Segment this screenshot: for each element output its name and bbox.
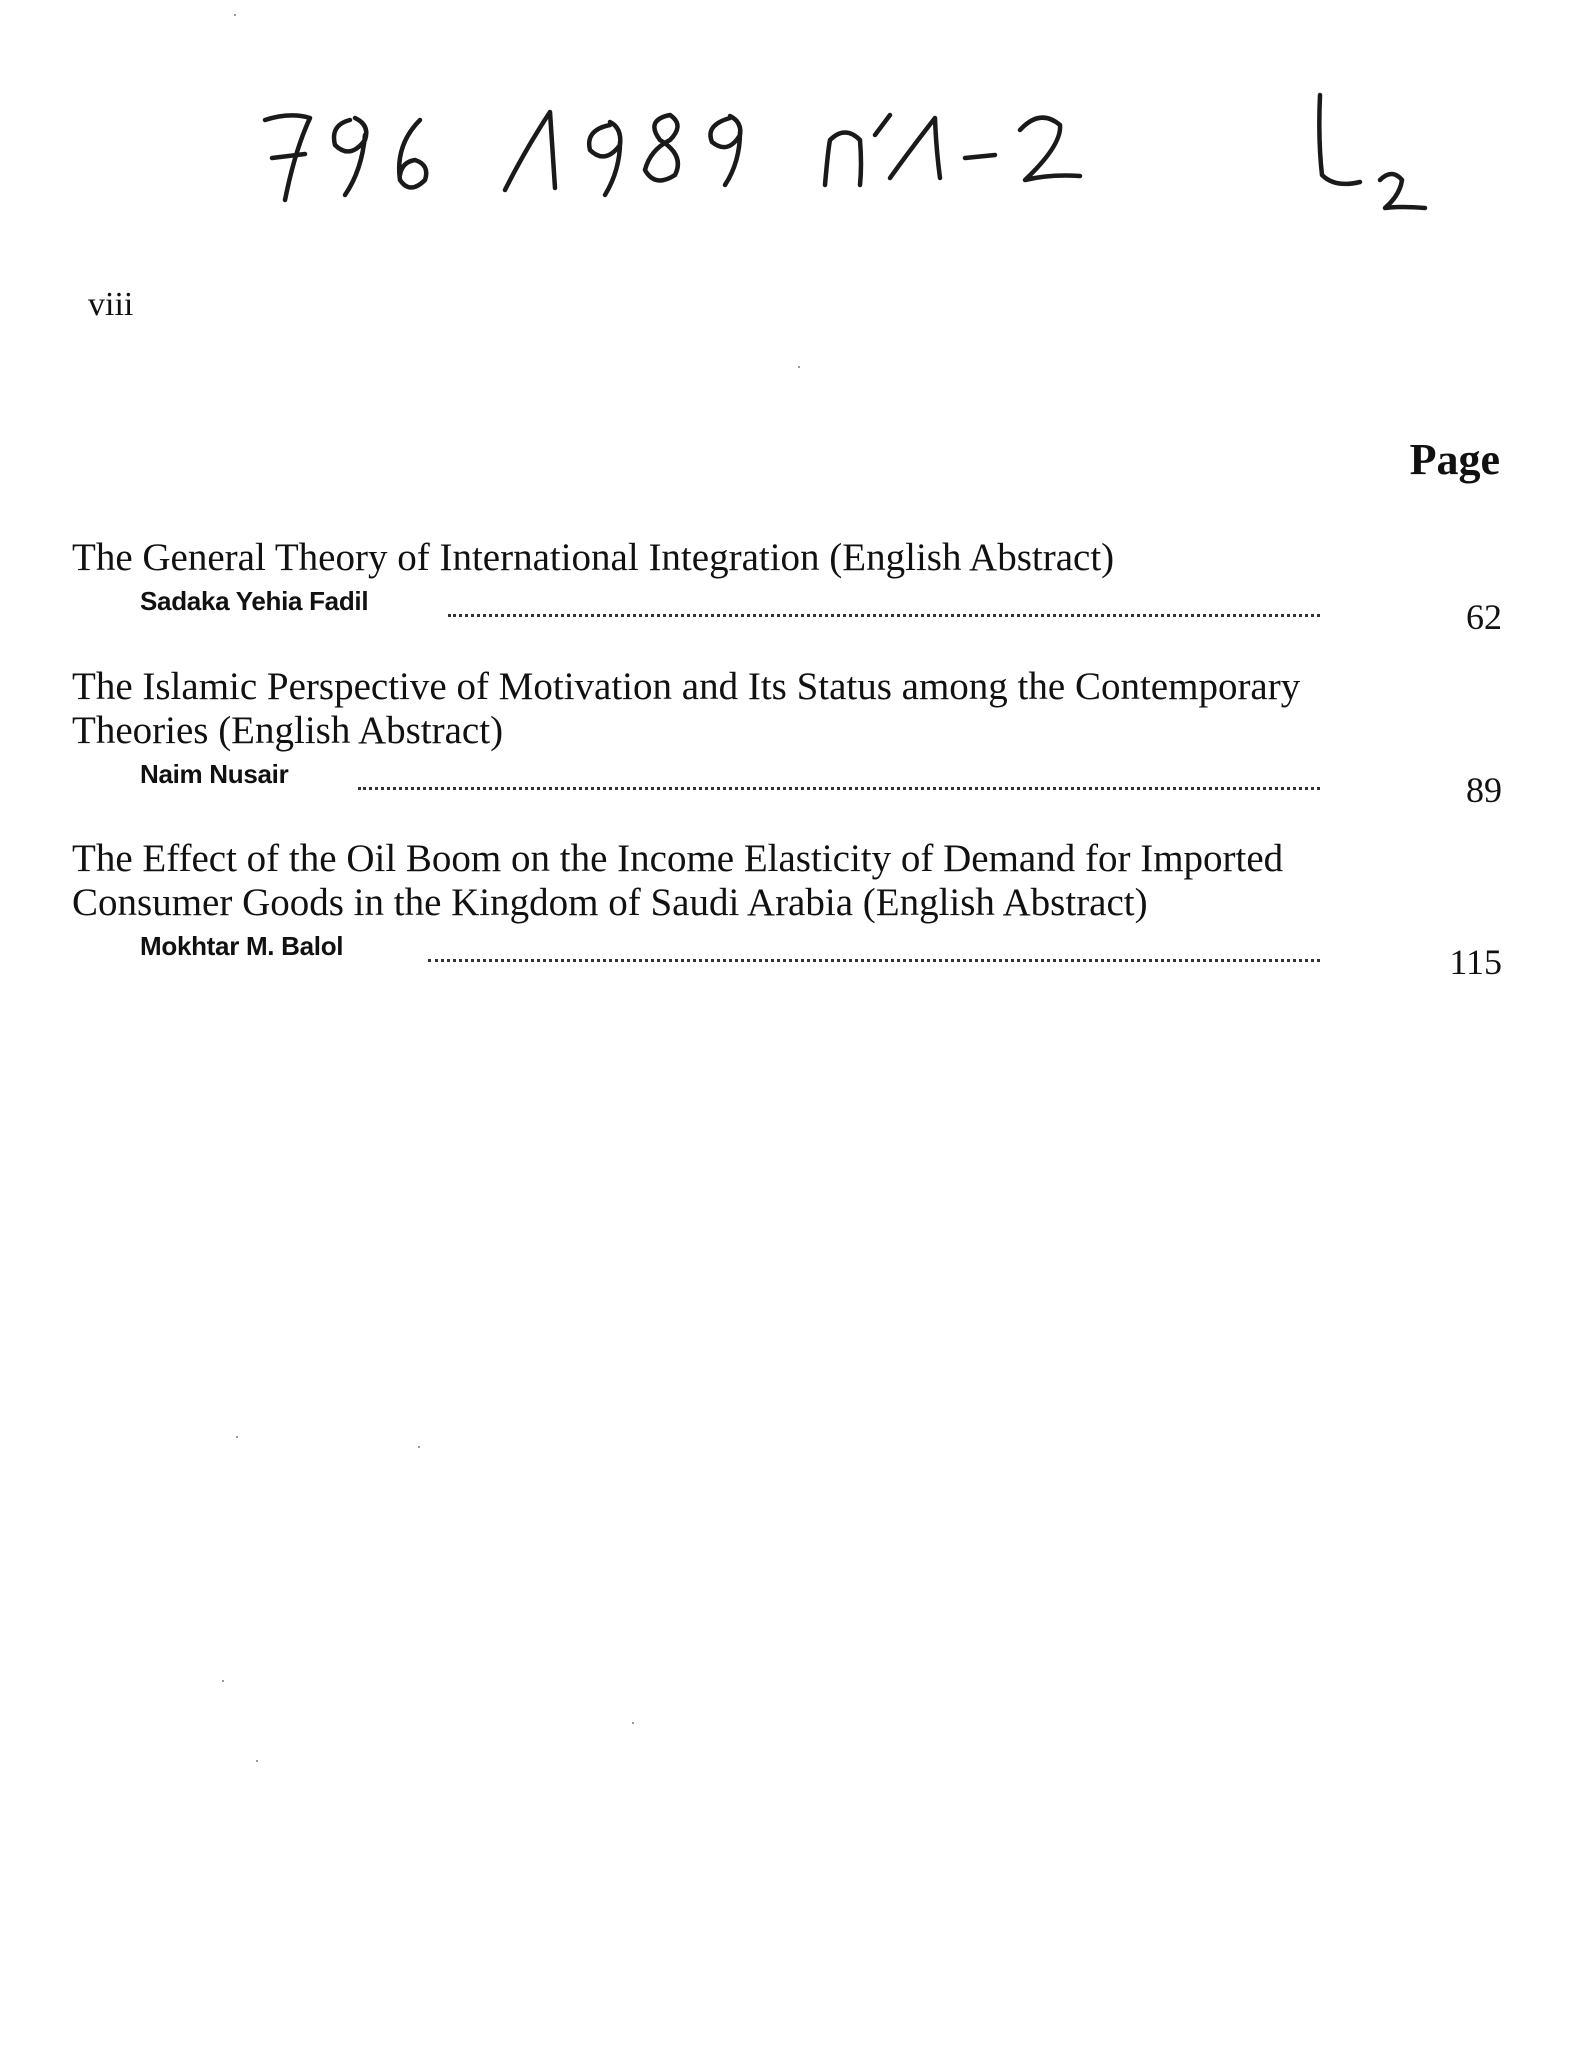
handwritten-annotation <box>250 70 1500 230</box>
scan-speck <box>798 366 800 368</box>
scan-speck <box>256 1760 258 1762</box>
toc-entry <box>72 536 1502 637</box>
scan-speck <box>418 1446 420 1448</box>
toc-entry <box>72 837 1502 982</box>
entry-title: The Effect of the Oil Boom on the Income Elasticity of Demand for Imported Consumer Goods in the Kingdom of Saudi Arabia (English Abstract) <box>72 837 1284 924</box>
entry-author-row <box>72 582 1502 637</box>
toc-entry <box>72 665 1502 810</box>
handwriting-drawing <box>250 70 1500 230</box>
entry-author-row <box>72 755 1502 810</box>
entry-author: Sadaka Yehia Fadil <box>140 586 369 616</box>
entry-author: Naim Nusair <box>140 759 289 789</box>
scan-speck <box>632 1722 634 1724</box>
scan-speck <box>236 1436 238 1438</box>
entry-author-row <box>72 927 1502 982</box>
entry-page-number: 89 <box>1466 770 1502 810</box>
page-column-header: Page <box>1409 435 1500 484</box>
folio-number: viii <box>88 286 134 323</box>
dot-leader <box>448 594 1320 617</box>
entry-author: Mokhtar M. Balol <box>140 931 344 961</box>
entry-page-number: 115 <box>1449 942 1502 982</box>
scan-speck <box>234 14 236 16</box>
entry-title: The General Theory of International Integration (English Abstract) <box>72 536 1115 579</box>
dot-leader <box>428 939 1320 962</box>
entry-title: The Islamic Perspective of Motivation and Its Status among the Contemporary Theories (English Abstract) <box>72 665 1301 752</box>
dot-leader <box>358 767 1320 790</box>
entry-page-number: 62 <box>1466 597 1502 637</box>
scan-speck <box>222 1680 224 1682</box>
